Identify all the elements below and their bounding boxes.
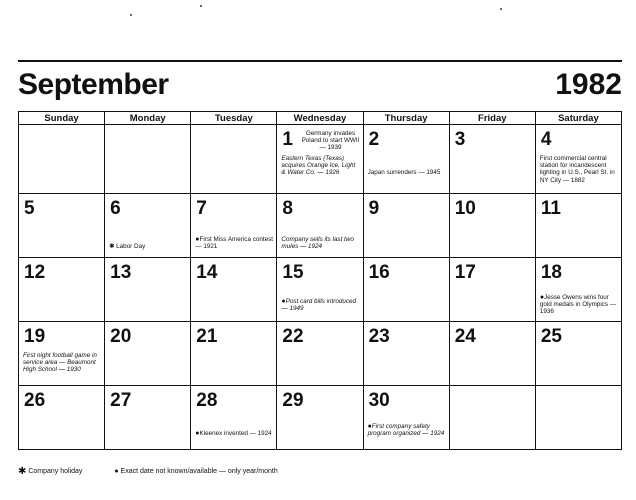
event-note — [540, 294, 618, 316]
company-holiday-icon: ✱ — [109, 243, 115, 250]
day-number: 19 — [24, 326, 46, 347]
event-note — [109, 243, 187, 250]
day-cell-5 — [19, 194, 105, 258]
month-title: September — [18, 68, 169, 101]
day-cell-3 — [449, 125, 535, 194]
event-note: Company sells its last two mules — 1924 — [281, 236, 354, 251]
day-number: 28 — [196, 390, 218, 411]
day-number: 17 — [454, 262, 476, 283]
empty-day-cell — [105, 125, 191, 194]
event-note: First commercial central station for incandescent lighting in U.S., Pearl St. in NY City — 1882 — [539, 155, 615, 184]
day-cell-28 — [191, 386, 277, 450]
day-cell-29 — [277, 386, 363, 450]
day-cell-26 — [19, 386, 105, 450]
day-number: 16 — [368, 262, 390, 283]
year-title: 1982 — [555, 68, 622, 101]
event-text: Post card bills introduced — 1949 — [281, 298, 357, 313]
day-number: 25 — [540, 326, 562, 347]
day-cell-1 — [277, 125, 363, 194]
scan-speck — [130, 14, 132, 16]
event-note — [195, 236, 273, 250]
day-cell-9 — [363, 194, 449, 258]
day-number: 30 — [368, 390, 390, 411]
date-unknown-icon: ● — [195, 236, 200, 243]
day-number: 2 — [368, 129, 380, 150]
legend-dot-label: Exact date not known/available — only year/month — [120, 468, 278, 475]
day-number: 23 — [368, 326, 390, 347]
day-number: 26 — [24, 390, 46, 411]
event-note: Eastern Texas (Texas) acquires Orange Ice, Light & Water Co. — 1926 — [281, 155, 356, 177]
day-number: 4 — [540, 129, 552, 150]
day-cell-13 — [105, 258, 191, 322]
day-cell-10 — [449, 194, 535, 258]
event-text: Jesse Owens wins four gold medals in Olympics — 1936 — [539, 294, 617, 316]
weekday-monday: Monday — [105, 112, 191, 125]
weekday-wednesday: Wednesday — [277, 112, 363, 125]
event-note: Germany invades Poland to start WWII — 1939 — [301, 130, 360, 152]
day-cell-23 — [363, 322, 449, 386]
day-cell-30 — [363, 386, 449, 450]
calendar-grid — [18, 111, 622, 450]
day-number: 14 — [196, 262, 218, 283]
event-text: First Miss America contest — 1921 — [195, 236, 273, 251]
day-cell-18 — [535, 258, 621, 322]
day-number: 5 — [24, 198, 35, 219]
empty-day-cell — [19, 125, 105, 194]
date-unknown-icon: ● — [367, 423, 372, 430]
legend — [18, 466, 278, 477]
legend-holiday-label: Company holiday — [28, 468, 83, 475]
empty-day-cell — [449, 386, 535, 450]
day-cell-15 — [277, 258, 363, 322]
week-row-1 — [19, 125, 622, 194]
date-unknown-icon: ● — [539, 294, 545, 301]
event-note: First night football game in service area — Beaumont High School — 1930 — [23, 352, 97, 374]
weekday-tuesday: Tuesday — [191, 112, 277, 125]
event-note — [195, 430, 273, 437]
weekday-sunday: Sunday — [19, 112, 105, 125]
day-number: 6 — [110, 198, 121, 219]
event-text: Kleenex invented — 1924 — [199, 430, 272, 437]
header-rule — [18, 60, 622, 62]
date-unknown-icon: ● — [281, 298, 286, 305]
day-number: 20 — [110, 326, 132, 347]
day-number: 22 — [282, 326, 304, 347]
date-unknown-icon: ● — [195, 430, 200, 437]
day-cell-8 — [277, 194, 363, 258]
scan-speck — [500, 8, 502, 10]
empty-day-cell — [191, 125, 277, 194]
day-number: 10 — [454, 198, 476, 219]
company-holiday-icon: ✱ — [18, 466, 27, 477]
day-cell-4 — [535, 125, 621, 194]
event-note — [368, 423, 446, 437]
day-cell-24 — [449, 322, 535, 386]
day-number: 24 — [454, 326, 476, 347]
day-cell-12 — [19, 258, 105, 322]
day-cell-7 — [191, 194, 277, 258]
day-number: 9 — [368, 198, 380, 219]
day-number: 21 — [196, 326, 218, 347]
day-number: 7 — [196, 198, 207, 219]
day-number: 12 — [24, 262, 46, 283]
event-text: Labor Day — [116, 243, 146, 250]
event-text: First company safety program organized — 1924 — [367, 423, 445, 438]
day-number: 11 — [540, 198, 561, 219]
week-row-4 — [19, 322, 622, 386]
date-unknown-icon: ● — [114, 468, 119, 475]
day-cell-21 — [191, 322, 277, 386]
day-number: 13 — [110, 262, 132, 283]
day-cell-16 — [363, 258, 449, 322]
event-note — [281, 298, 359, 312]
day-number: 8 — [282, 198, 293, 219]
day-cell-22 — [277, 322, 363, 386]
weekday-header-row — [19, 112, 622, 125]
day-number: 3 — [454, 129, 466, 150]
weekday-thursday: Thursday — [363, 112, 449, 125]
day-number: 29 — [282, 390, 304, 411]
day-cell-14 — [191, 258, 277, 322]
day-number: 18 — [540, 262, 562, 283]
event-note: Japan surrenders — 1945 — [367, 169, 441, 176]
day-cell-20 — [105, 322, 191, 386]
day-number: 1 — [282, 129, 293, 150]
day-cell-6 — [105, 194, 191, 258]
day-number: 27 — [110, 390, 132, 411]
week-row-3 — [19, 258, 622, 322]
day-cell-27 — [105, 386, 191, 450]
day-number: 15 — [282, 262, 304, 283]
weekday-saturday: Saturday — [535, 112, 621, 125]
empty-day-cell — [535, 386, 621, 450]
week-row-2 — [19, 194, 622, 258]
day-cell-2 — [363, 125, 449, 194]
day-cell-25 — [535, 322, 621, 386]
scan-speck — [200, 5, 202, 7]
weekday-friday: Friday — [449, 112, 535, 125]
day-cell-11 — [535, 194, 621, 258]
week-row-5 — [19, 386, 622, 450]
day-cell-19 — [19, 322, 105, 386]
day-cell-17 — [449, 258, 535, 322]
